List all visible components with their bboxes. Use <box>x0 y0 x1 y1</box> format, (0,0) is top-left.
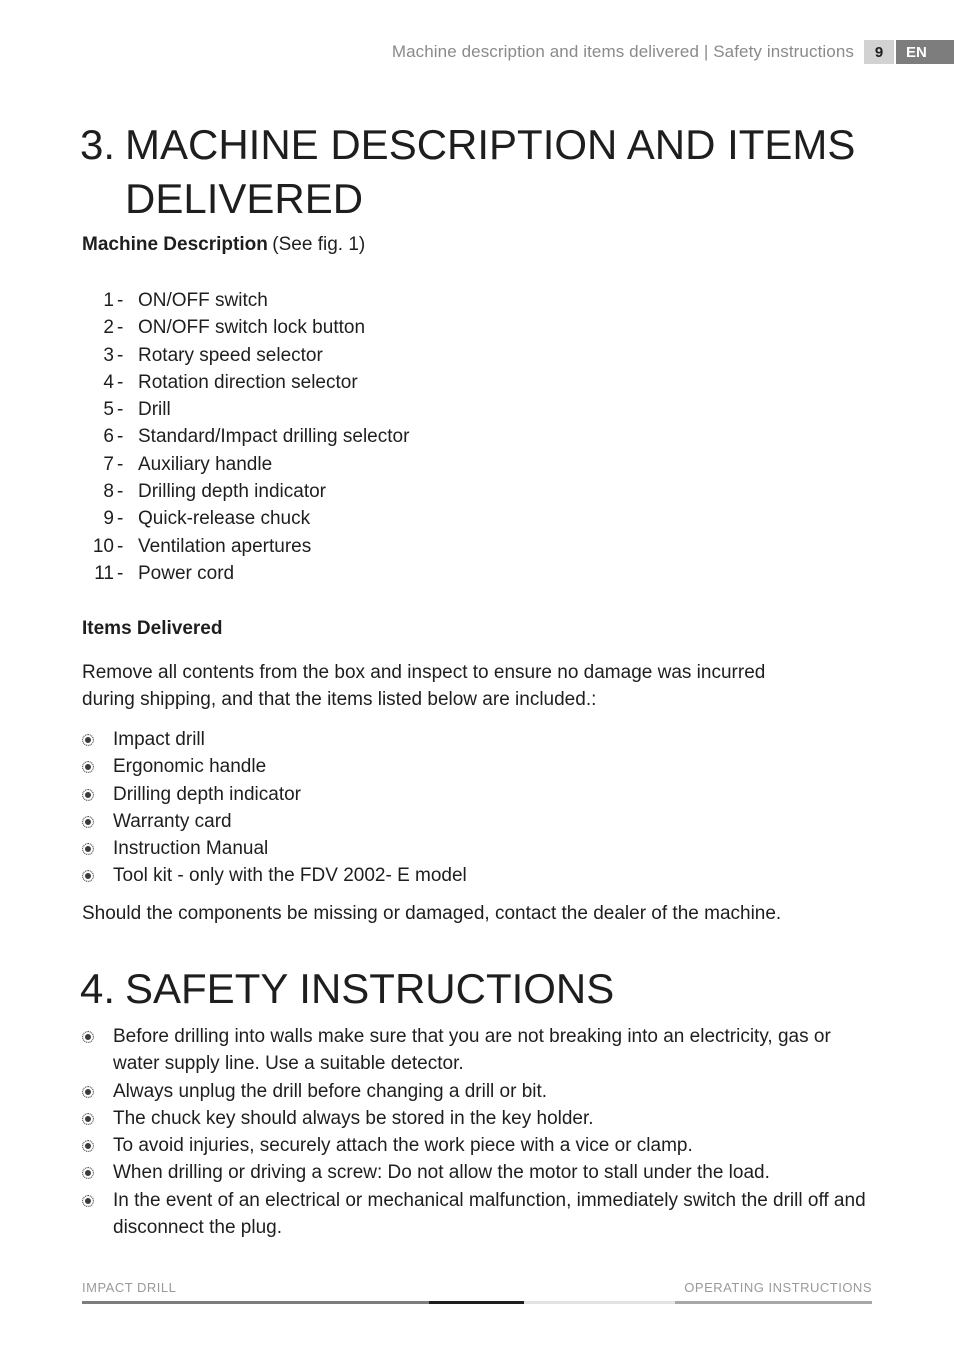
footer-document-type: OPERATING INSTRUCTIONS <box>684 1280 872 1295</box>
item-number: 9 <box>103 508 114 530</box>
item-label: When drilling or driving a screw: Do not allow the motor to stall under the load. <box>113 1162 770 1184</box>
footer-bar-segment-right <box>675 1301 872 1304</box>
item-number: 7 <box>103 453 114 475</box>
list-item <box>80 808 870 835</box>
item-label: Auxiliary handle <box>138 453 273 475</box>
bullet-icon <box>80 1132 113 1159</box>
list-item: 2 - ON/OFF switch lock button <box>80 314 409 341</box>
item-label: Rotary speed selector <box>138 344 323 366</box>
list-item <box>80 753 870 780</box>
list-item: 9 - Quick-release chuck <box>80 505 409 532</box>
item-label: Ergonomic handle <box>113 756 267 778</box>
bullet-icon <box>80 808 113 835</box>
bullet-icon <box>80 1078 113 1105</box>
item-label: Warranty card <box>113 810 232 832</box>
list-item <box>80 835 870 862</box>
language-badge: EN <box>896 40 954 64</box>
item-label: Tool kit - only with the FDV 2002- E model <box>113 865 467 887</box>
list-item: 4 - Rotation direction selector <box>80 369 409 396</box>
list-item: 11 - Power cord <box>80 560 409 587</box>
item-label: Standard/Impact drilling selector <box>138 426 410 448</box>
list-item: 1 - ON/OFF switch <box>80 287 409 314</box>
items-note: Should the components be missing or damaged, contact the dealer of the machine. <box>82 903 782 924</box>
bullet-icon <box>80 753 113 780</box>
machine-description-label: Machine Description <box>82 234 268 255</box>
section-3-number: 3. <box>80 121 116 168</box>
footer-bar-segment-left <box>82 1301 429 1304</box>
footer-product-name: IMPACT DRILL <box>82 1280 177 1295</box>
bullet-icon <box>80 862 113 889</box>
list-item: 3 - Rotary speed selector <box>80 342 409 369</box>
section-3-title-line2: DELIVERED <box>125 175 364 222</box>
list-item <box>80 1078 870 1105</box>
section-3-title-line1: MACHINE DESCRIPTION AND ITEMS <box>125 121 856 168</box>
list-item: 8 - Drilling depth indicator <box>80 478 409 505</box>
item-label: ON/OFF switch lock button <box>138 317 366 339</box>
footer-bar-segment-light <box>524 1301 675 1304</box>
list-item <box>80 1132 870 1159</box>
section-4-number: 4. <box>80 965 116 1012</box>
item-number: 10 <box>92 535 114 557</box>
item-number: 3 <box>103 344 114 366</box>
bullet-icon <box>80 726 113 753</box>
item-label: Quick-release chuck <box>138 508 311 530</box>
item-label: Instruction Manual <box>113 838 269 860</box>
item-number: 2 <box>103 317 114 339</box>
list-item: 7 - Auxiliary handle <box>80 451 409 478</box>
safety-instructions-list <box>80 1023 870 1241</box>
item-label: Power cord <box>138 562 235 584</box>
list-item <box>80 1023 870 1078</box>
figure-reference: (See fig. 1) <box>272 234 366 255</box>
item-label: ON/OFF switch <box>138 290 268 311</box>
bullet-icon <box>80 1159 113 1186</box>
page-number: 9 <box>864 40 894 64</box>
section-4-title-text: SAFETY INSTRUCTIONS <box>125 965 615 1012</box>
running-header: Machine description and items delivered | Safety instructions <box>391 42 854 61</box>
item-number: 11 <box>94 562 114 584</box>
item-label: Rotation direction selector <box>138 371 358 393</box>
bullet-icon <box>80 1187 113 1242</box>
item-label: In the event of an electrical or mechanical malfunction, immediately switch the drill off and disconnect the plug. <box>113 1189 866 1239</box>
list-item <box>80 781 870 808</box>
item-number: 4 <box>103 371 114 393</box>
item-label: Drilling depth indicator <box>113 783 301 805</box>
item-label: Always unplug the drill before changing a drill or bit. <box>113 1080 548 1102</box>
item-label: Ventilation apertures <box>138 535 312 557</box>
items-intro-paragraph: Remove all contents from the box and inspect to ensure no damage was incurred during shipping, and that the items listed below are included.: <box>82 662 766 710</box>
machine-description-heading <box>82 234 365 256</box>
bullet-icon <box>80 781 113 808</box>
list-item: 10 - Ventilation apertures <box>80 533 409 560</box>
bullet-icon <box>80 1105 113 1132</box>
item-label: Drill <box>138 399 171 421</box>
item-number: 5 <box>103 399 114 421</box>
item-number: 8 <box>103 481 114 503</box>
item-label: Impact drill <box>113 729 205 750</box>
item-label: The chuck key should always be stored in the key holder. <box>113 1107 594 1129</box>
list-item <box>80 1187 870 1242</box>
item-label: To avoid injuries, securely attach the work piece with a vice or clamp. <box>113 1135 693 1157</box>
list-item <box>80 1105 870 1132</box>
bullet-icon <box>80 835 113 862</box>
list-item <box>80 1159 870 1186</box>
item-label: Drilling depth indicator <box>138 481 326 503</box>
list-item <box>80 862 870 889</box>
item-number: 1 <box>103 290 114 311</box>
list-item: 5 - Drill <box>80 396 409 423</box>
items-delivered-heading: Items Delivered <box>82 618 223 639</box>
footer-bar-segment-center <box>429 1301 524 1304</box>
bullet-icon <box>80 1023 113 1078</box>
parts-list <box>80 287 409 587</box>
list-item: 6 - Standard/Impact drilling selector <box>80 423 409 450</box>
list-item <box>80 726 870 753</box>
section-3-title <box>80 118 855 226</box>
item-number: 6 <box>103 426 114 448</box>
section-4-title <box>80 962 614 1016</box>
items-delivered-list <box>80 726 870 890</box>
item-label: Before drilling into walls make sure that you are not breaking into an electricity, gas or water supply line. Use a suitable detector. <box>113 1026 831 1075</box>
